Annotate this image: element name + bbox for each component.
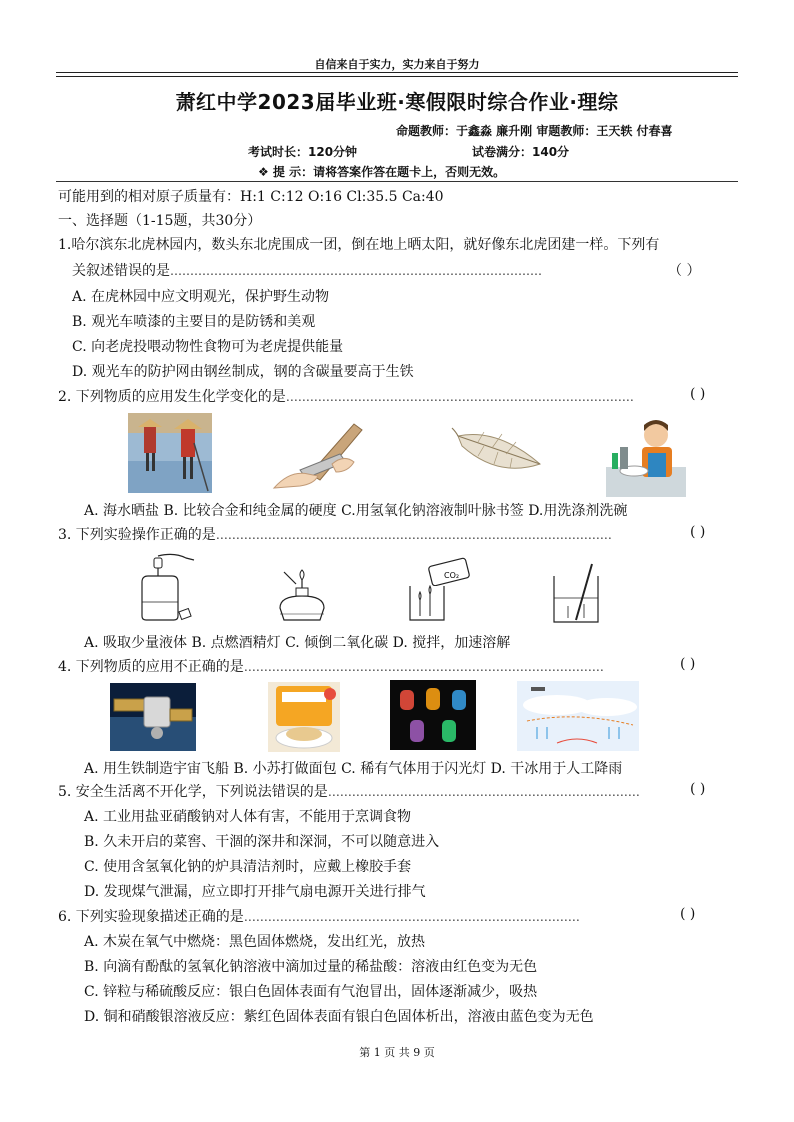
question-4-options: A. 用生铁制造宇宙飞船 B. 小苏打做面包 C. 稀有气体用于闪光灯 D. 干冰用于人工降雨 [84, 761, 623, 777]
header-rule-thin [56, 76, 738, 77]
question-2-options: A. 海水晒盐 B. 比较合金和纯金属的硬度 C.用氢氧化钠溶液制叶脉书签 D.用洗涤剂洗碗 [84, 503, 628, 519]
question-6-stem [58, 906, 580, 926]
atomic-masses: 可能用到的相对原子质量有：H:1 C:12 O:16 Cl:35.5 Ca:40 [58, 189, 444, 205]
question-4-stem [58, 656, 604, 676]
question-5-leader: …………………………………………………………………… [327, 785, 640, 799]
dropper-bottle-diagram [134, 552, 198, 626]
stirring-diagram [548, 562, 608, 626]
question-1-option-c: C. 向老虎投喂动物性食物可为老虎提供能量 [72, 339, 344, 355]
question-5-answer-blank: ( ) [690, 781, 706, 797]
question-5-stem-text: 5. 安全生活离不开化学，下列说法错误的是 [58, 784, 328, 800]
question-1-option-d: D. 观光车的防护网由钢丝制成，钢的含碳量要高于生铁 [72, 364, 414, 380]
page-title: 萧红中学2023届毕业班·寒假限时综合作业·理综 [175, 90, 619, 114]
hardness-test-image [270, 418, 366, 492]
question-6-option-a: A. 木炭在氧气中燃烧：黑色固体燃烧，发出红光，放热 [84, 934, 426, 950]
question-4-answer-blank: ( ) [680, 656, 696, 672]
leaf-vein-image [448, 424, 548, 480]
question-1-answer-blank: （ ） [668, 263, 701, 279]
header-divider [56, 181, 738, 182]
question-1-option-b: B. 观光车喷漆的主要目的是防锈和美观 [72, 314, 316, 330]
section-heading: 一、选择题（1-15题，共30分） [58, 213, 262, 229]
pour-co2-diagram [400, 556, 480, 626]
question-6-option-b: B. 向滴有酚酞的氢氧化钠溶液中滴加过量的稀盐酸：溶液由红色变为无色 [84, 959, 538, 975]
question-3-answer-blank: ( ) [690, 524, 706, 540]
question-5-option-d: D. 发现煤气泄漏，应立即打开排气扇电源开关进行排气 [84, 884, 426, 900]
question-3-stem [58, 524, 612, 544]
question-6-option-c: C. 锌粒与稀硫酸反应：银白色固体表面有气泡冒出，固体逐渐减少，吸热 [84, 984, 538, 1000]
question-4-stem-text: 4. 下列物质的应用不正确的是 [58, 659, 244, 675]
salt-farmers-image [128, 413, 212, 493]
page-footer: 第 1 页 共 9 页 [359, 1046, 435, 1059]
question-6-answer-blank: ( ) [680, 906, 696, 922]
exam-duration: 考试时长：120分钟 [248, 145, 358, 159]
question-5-option-b: B. 久未开启的菜窖、干涸的深井和深洞，不可以随意进入 [84, 834, 440, 850]
cloud-seeding-diagram [517, 681, 639, 751]
dishwashing-image [606, 413, 686, 497]
question-1-stem: 1.哈尔滨东北虎林园内，数头东北虎围成一团，倒在地上晒太阳，就好像东北虎团建一样。下列有 [58, 237, 660, 253]
spacecraft-image [110, 683, 196, 751]
question-3-leader: ……………………………………………………………………………………… [215, 528, 612, 542]
question-3-stem-text: 3. 下列实验操作正确的是 [58, 527, 216, 543]
baking-soda-bread-image [268, 682, 340, 752]
question-2-stem [58, 386, 634, 406]
question-5-option-c: C. 使用含氢氧化钠的炉具清洁剂时，应戴上橡胶手套 [84, 859, 412, 875]
question-5-stem [58, 781, 640, 801]
question-2-leader: …………………………………………………………………………… [285, 390, 634, 404]
question-6-leader: ………………………………………………………………………… [243, 910, 580, 924]
header-rule-thick [56, 72, 738, 73]
question-6-option-d: D. 铜和硝酸银溶液反应：紫红色固体表面有银白色固体析出，溶液由蓝色变为无色 [84, 1009, 594, 1025]
question-1-stem-end: 关叙述错误的是 [72, 263, 170, 279]
question-1-option-a: A. 在虎林园中应文明观光，保护野生动物 [72, 289, 330, 305]
exam-notice: ❖ 提 示：请将答案作答在题卡上，否则无效。 [258, 165, 506, 179]
exam-authors: 命题教师：于鑫淼 廉升刚 审题教师：王天轶 付春喜 [396, 124, 673, 138]
alcohol-lamp-diagram [270, 568, 334, 626]
question-6-stem-text: 6. 下列实验现象描述正确的是 [58, 909, 244, 925]
question-1-leader: ………………………………………………………………………………… [170, 264, 542, 278]
page-motto: 自信来自于实力，实力来自于努力 [314, 58, 480, 71]
question-3-options: A. 吸取少量液体 B. 点燃酒精灯 C. 倾倒二氧化碳 D. 搅拌，加速溶解 [84, 635, 511, 651]
exam-full-score: 试卷满分：140分 [472, 145, 570, 159]
question-4-leader: ……………………………………………………………………………… [243, 660, 604, 674]
question-5-option-a: A. 工业用盐亚硝酸钠对人体有害，不能用于烹调食物 [84, 809, 412, 825]
neon-light-image [390, 680, 476, 750]
question-2-stem-text: 2. 下列物质的应用发生化学变化的是 [58, 389, 286, 405]
question-1-stem-cont [72, 260, 542, 280]
question-2-answer-blank: ( ) [690, 386, 706, 402]
co2-label: CO₂ [444, 571, 460, 580]
